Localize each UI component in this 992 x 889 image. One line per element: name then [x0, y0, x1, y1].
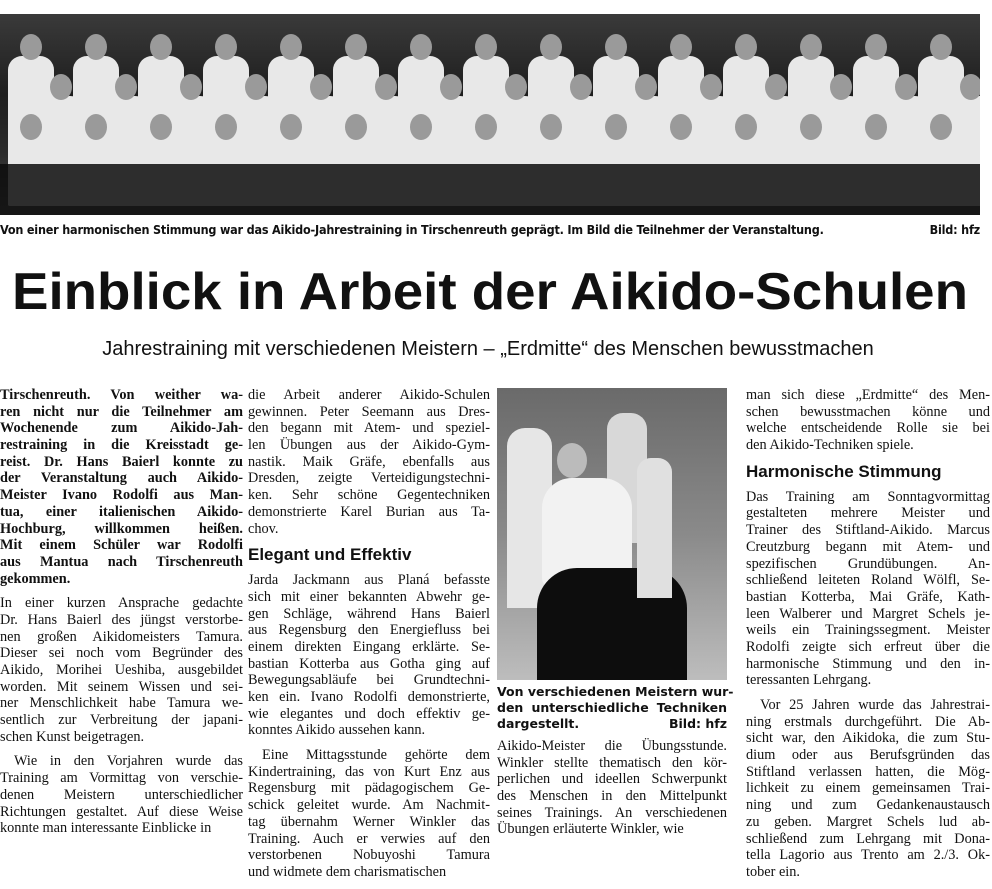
text-line: ning und zum Gedankenaustausch: [746, 797, 990, 814]
caption-line: den unterschiedliche Techniken: [497, 700, 727, 715]
text-line: Rodolfi zeigte sich erfreut über die: [746, 638, 990, 655]
photo-credit: Bild: hfz: [929, 222, 980, 237]
participant-head: [280, 34, 302, 60]
participant-head: [865, 114, 887, 140]
text-line: perlichen und ideellen Schwerpunkt: [497, 771, 727, 788]
caption-line: dargestellt.: [497, 716, 580, 731]
text-line: die Arbeit anderer Aikido-Schulen: [248, 387, 490, 403]
text-line: schen bewusstmachen könne und: [746, 403, 990, 420]
participant-head: [150, 34, 172, 60]
participant-head: [930, 114, 952, 140]
text-line: tober ein.: [746, 863, 800, 880]
text-line: len Übungen aus der Aikido-Gym-: [248, 437, 490, 454]
section-heading: Elegant und Effektiv: [248, 545, 412, 565]
text-line: chov.: [248, 520, 279, 537]
paragraph: [248, 747, 490, 881]
side-photo-caption: [497, 684, 734, 732]
text-line: sich mit einer bekannten Abwehr ge-: [248, 588, 490, 605]
text-line: Jarda Jackmann aus Planá befasste: [248, 572, 490, 589]
text-line: teressanten Lehrgang.: [746, 672, 872, 689]
text-line: Hochburg, willkommen heißen.: [0, 520, 243, 537]
text-line: nen großen Aikidomeisters Tamura.: [0, 628, 243, 645]
aikido-technique-photo: [497, 388, 727, 680]
paragraph: [746, 697, 990, 881]
participant-head: [280, 114, 302, 140]
participant-head: [735, 34, 757, 60]
text-line: man sich diese „Erdmitte“ des Men-: [746, 387, 990, 403]
participant-head: [895, 74, 917, 100]
text-line: aus Regensburg den Energiefluss bei: [248, 622, 490, 639]
participant-head: [215, 114, 237, 140]
text-line: harmonische Stimmung und den in-: [746, 655, 990, 672]
text-line: verstorbenen Nobuyoshi Tamura: [248, 847, 490, 864]
photo-credit: Bild: hfz: [668, 716, 727, 731]
participant-head: [960, 74, 980, 100]
text-line: Bewegungsabläufe bei Grundtechni-: [248, 672, 490, 689]
participant-head: [410, 34, 432, 60]
participant-head: [440, 74, 462, 100]
participant-head: [865, 34, 887, 60]
text-line: restraining in die Kreisstadt ge-: [0, 437, 243, 454]
participant-head: [670, 34, 692, 60]
text-line: Stiftland verlassen hatten, die Mög-: [746, 763, 990, 780]
text-line: Das Training am Sonntagvormittag: [746, 488, 990, 505]
text-line: denen Meistern unterschiedlicher: [0, 786, 243, 803]
text-line: schließend leiteten Roland Wölfl, Se-: [746, 572, 990, 589]
text-line: gen Schläge, während Hans Baierl: [248, 605, 490, 622]
participant-head: [800, 34, 822, 60]
text-line: demonstrierte Karel Burian aus Ta-: [248, 503, 490, 520]
participant-head: [310, 74, 332, 100]
text-line: Meister Ivano Rodolfi aus Man-: [0, 487, 243, 504]
participant-head: [475, 34, 497, 60]
participant-head: [85, 34, 107, 60]
participant-head: [830, 74, 852, 100]
participant-head: [345, 114, 367, 140]
headline: Einblick in Arbeit der Aikido-Schulen: [12, 263, 969, 321]
participant-head: [375, 74, 397, 100]
text-line: Regensburg mit pädagogischem Ge-: [248, 780, 490, 797]
text-line: ner Menschlichkeit habe Tamura we-: [0, 695, 243, 712]
text-line: schick geleitet wurde. Am Nachmit-: [248, 797, 490, 814]
text-line: spezifischen Grundübungen. An-: [746, 555, 990, 572]
participant-head: [20, 34, 42, 60]
text-line: leen Walberer und Margret Schels je-: [746, 605, 990, 622]
text-line: Aikido, Morihei Ueshiba, ausgebildet: [0, 662, 243, 678]
text-line: konnte man interessante Einblicke in: [0, 820, 212, 837]
text-line: tua, einer italienischen Aikido-: [0, 503, 243, 520]
paragraph: [0, 387, 243, 587]
text-line: lichkeit zu einem gemeinsamen Trai-: [746, 780, 990, 797]
text-line: welche entscheidende Rolle sie bei: [746, 420, 990, 437]
hakama-row: [0, 164, 980, 215]
participant-head: [930, 34, 952, 60]
text-line: des Menschen in den Mittelpunkt: [497, 788, 727, 805]
text-line: Dresden, zeigte Verteidigungstechni-: [248, 470, 490, 487]
text-line: Dr. Hans Baierl des jüngst verstorbe-: [0, 611, 243, 628]
participant-head: [765, 74, 787, 100]
caption-text: Von einer harmonischen Stimmung war das Aikido-Jahrestraining in Tirschenreuth geprägt. Im Bild die Teilnehmer der Veranstaltung.: [0, 222, 824, 237]
text-line: Aikido-Meister die Übungsstunde.: [497, 738, 727, 754]
text-line: seines Trainings. An verschiedenen: [497, 804, 727, 821]
paragraph: [248, 572, 490, 739]
participant-head: [700, 74, 722, 100]
text-line: einem direkten Eingang erklärte. Se-: [248, 638, 490, 655]
paragraph: [0, 595, 243, 745]
participant-head: [605, 114, 627, 140]
participant-head: [85, 114, 107, 140]
text-line: und widmete dem charismatischen: [248, 863, 447, 880]
text-line: der Veranstaltung auch Aikido-: [0, 470, 243, 487]
text-line: Winkler stellte thematisch den kör-: [497, 754, 727, 771]
text-line: gewinnen. Peter Seemann aus Dres-: [248, 403, 490, 420]
article-column-1: [0, 387, 243, 845]
participant-head: [570, 74, 592, 100]
article-column-2: [248, 387, 490, 889]
section-heading: Harmonische Stimmung: [746, 461, 942, 481]
text-line: ren nicht nur die Teilnehmer am: [0, 403, 243, 420]
text-line: gekommen.: [0, 570, 71, 587]
subheadline: Jahrestraining mit verschiedenen Meistern – „Erdmitte“ des Menschen bewusstmachen: [102, 338, 874, 360]
article-column-4: [746, 387, 990, 889]
text-line: den begann mit Atem- und speziel-: [248, 420, 490, 437]
text-line: bastian Kotterba, Mai Gräfe, Kath-: [746, 588, 990, 605]
text-line: aus Mantua nach Tirschenreuth: [0, 553, 243, 570]
participant-head: [150, 114, 172, 140]
paragraph: [0, 753, 243, 836]
participant-head: [540, 34, 562, 60]
text-line: Richtungen gestaltet. Auf diese Weise: [0, 803, 243, 820]
participant-head: [605, 34, 627, 60]
text-line: reist. Dr. Hans Baierl konnte zu: [0, 453, 243, 470]
text-line: sicht war, den Aikidoka, die zum Stu-: [746, 730, 990, 747]
text-line: tella Lagorio aus Trento am 2./3. Ok-: [746, 847, 990, 864]
text-line: tag übernahm Werner Winkler das: [248, 813, 490, 830]
text-line: Trainer des Stiftland-Aikido. Marcus: [746, 522, 990, 539]
text-line: Creutzburg begann mit Atem- und: [746, 538, 990, 555]
participant-head: [505, 74, 527, 100]
text-line: konntes Aikido aussehen kann.: [248, 722, 426, 739]
text-line: Kindertraining, das von Kurt Enz aus: [248, 763, 490, 780]
text-line: gestalteten mehrere Meister und: [746, 505, 990, 522]
text-line: Wie in den Vorjahren wurde das: [14, 753, 243, 770]
text-line: Eine Mittagsstunde gehörte dem: [262, 747, 490, 764]
participant-head: [20, 114, 42, 140]
participant-head: [410, 114, 432, 140]
text-line: den Aikido-Techniken spiele.: [746, 437, 914, 454]
article-column-3: [497, 738, 727, 846]
participant-head: [245, 74, 267, 100]
text-line: wie elegantes und doch effektiv ge-: [248, 705, 490, 722]
participant-head: [475, 114, 497, 140]
text-line: weils ein Trainingssegment. Meister: [746, 622, 990, 639]
participant-head: [115, 74, 137, 100]
text-line: zu geben. Margret Schels lud ab-: [746, 813, 990, 830]
text-line: Training am Vormittag von verschie-: [0, 770, 243, 787]
text-line: Mit einem Schüler war Rodolfi: [0, 537, 243, 554]
paragraph: [497, 738, 727, 838]
participant-head: [215, 34, 237, 60]
paragraph: [746, 489, 990, 689]
text-line: worden. Mit seinem Wissen und sei-: [0, 678, 243, 695]
text-line: nastik. Maik Gräfe, ebenfalls aus: [248, 453, 490, 470]
text-line: ning erstmals durchgeführt. Die Ab-: [746, 713, 990, 730]
text-line: schen Kunst beigetragen.: [0, 728, 145, 745]
paragraph: [248, 387, 490, 537]
text-line: Dieser sei noch vom Begründer des: [0, 645, 243, 662]
text-line: In einer kurzen Ansprache gedachte: [0, 595, 243, 612]
text-line: Vor 25 Jahren wurde das Jahrestrai-: [760, 697, 990, 713]
text-line: Training. Auch er verwies auf den: [248, 830, 490, 847]
participant-head: [735, 114, 757, 140]
text-line: dium oder aus Berufsgründen das: [746, 747, 990, 764]
text-line: Tirschenreuth. Von weither wa-: [0, 387, 243, 403]
text-line: schließend zum Lehrgang mit Dona-: [746, 830, 990, 847]
participant-head: [635, 74, 657, 100]
caption-line: Von verschiedenen Meistern wur-: [497, 684, 734, 699]
participant-head: [540, 114, 562, 140]
text-line: sentlich zur Verbreitung der japani-: [0, 712, 243, 729]
participant-head: [50, 74, 72, 100]
text-line: bastian Kotterba aus Gotha ging auf: [248, 655, 490, 672]
text-line: Wochenende zum Aikido-Jah-: [0, 420, 243, 437]
text-line: Übungen erläuterte Winkler, wie: [497, 821, 684, 838]
text-line: ken. Sehr schöne Gegentechniken: [248, 487, 490, 504]
participant-head: [180, 74, 202, 100]
text-line: ken ein. Ivano Rodolfi demonstrierte,: [248, 689, 490, 705]
participant-head: [800, 114, 822, 140]
photo-caption: [0, 222, 980, 237]
paragraph: [746, 387, 990, 454]
participant-head: [670, 114, 692, 140]
participant-head: [345, 34, 367, 60]
group-photo: [0, 14, 980, 215]
